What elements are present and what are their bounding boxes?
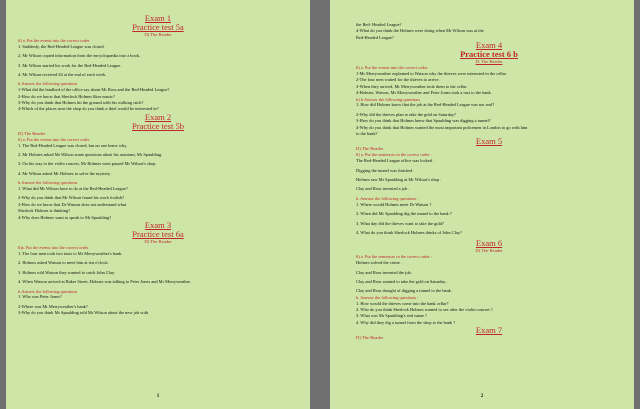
instruction: 6) a. Put the sentences in the correct order : [356,254,433,260]
instruction: 6)a. Put the events into the correct order [18,245,89,251]
question: 3-Why do you think Mr Spaulding told Mr Wilson about the new job with [18,310,149,316]
instruction: 6) a. Put the sentences in the correct order : [356,152,433,158]
page-number: 1 [156,394,160,399]
exam-3-title: Exam 3 [144,220,172,231]
question: 2. Who do you think Sherlock Holmes wanted to see after the violin concert ? [356,306,493,312]
question: 2-Why do you think that Mr Wilson found his work foolish? [18,195,125,201]
question: 4-Which of the places near the shop do you think a thief would be interested in? [18,106,159,112]
question: 2-Why did the thieves plan to take the gold on Saturday? [356,111,456,117]
question: 4-Why do you think that Holmes wanted the most important policemen in London to go with him [356,124,528,130]
page-number: 2 [480,394,484,399]
list-item: 2. Holmes asked Watson to meet him at ten o'clock. [18,260,109,266]
list-item: 1-Mr Merryweather explained to Watson why the thieves were interested in the cellar. [356,71,507,77]
reader-heading: D) The Reader [144,239,172,245]
question: the Red- Headed League? [356,22,402,27]
practice-test-5a-title: Practice test 5a [132,22,184,32]
instruction: b.Answer the following questions [18,180,78,186]
list-item: 2. Mr Wilson copied information from the encyclopaedia into a book. [18,53,141,59]
question: to the bank? [356,131,378,137]
question: 2-How do we know that Sherlock Holmes likes music? [18,93,115,99]
list-item: Clay and Ross invented a job . [356,186,410,192]
instruction: b. Answer the following questions : [356,195,419,201]
question: 2-Where was Mr Merryweather's bank? [18,303,88,309]
question: 4. Why did they dig a tunnel from the shop to the bank ? [356,319,456,325]
list-item: 3. On his way to the violin concert, Mr Holmes went passed Mr Wilson's shop. [18,161,157,167]
question: 3-Why do you think that Holmes hit the ground with his walking stick? [18,100,144,106]
question: 3. What was Mr Spaulding's real name ? [356,313,427,319]
list-item: 1. Suddenly, the Red-Headed League was closed. [18,43,105,49]
list-item: 3-When they arrived, Mr Merryweather took them to the cellar. [356,83,468,89]
list-item: 2-The four men waited for the thieves to arrive. [356,77,440,83]
document-page-2 [330,0,634,409]
question: 1. How would the thieves come into the bank cellar? [356,300,449,306]
instruction: b) b.Answer the following questions [356,96,421,102]
question: 4-What do you think the Holmes were doing when Mr Wilson was at the [356,28,484,34]
question: 1. What did Mr Wilson have to do at the Red-Headed League? [18,186,128,192]
practice-test-6a-title: Practice test 6a [132,229,184,240]
question: 1-What did the landlord of the office say about Mr Ross and the Red-Headed League? [18,87,170,93]
list-item: 1. The four men took two taxis to Mr Merryweather's bank. [18,250,123,256]
exam-1-title: Exam 1 [144,13,172,23]
list-item: 1. The Red-Headed League was closed, but no one knew why. [18,142,128,148]
question: 1. Who was Peter Jones? [18,294,62,300]
practice-test-5b-title: Practice test 5b [132,120,184,131]
exam-7-title: Exam 7 [475,325,503,336]
document-page-1 [6,0,310,409]
question: 2. When did Mr Spaulding dig the tunnel to the bank ? [356,211,452,217]
instruction: b.Answer the following questions [18,81,78,87]
list-item: Holmes solved the crime . [356,260,402,266]
question: 4-Why does Holmes want to speak to Mr Spaulding? [18,214,112,220]
list-item: 3. Holmes told Watson they wanted to catch John Clay. [18,269,115,275]
question: 3-How do you think that Holmes knew that Spaulding was digging a tunnel? [356,118,491,124]
reader-heading: D. The Reader [475,59,503,65]
exam-6-title: Exam 6 [475,238,503,249]
list-item: 4. Mr Wilson received £4 at the end of each week. [18,72,107,78]
list-item: 4. When Watson arrived at Baker Street, Holmes was talking to Peter Jones and Mr Merryweather. [18,279,191,285]
question: 4. What do you think Sherlock Holmes thinks of John Clay? [356,229,462,235]
question: 1. Where would Holmes meet Dr Watson ? [356,201,432,207]
question: Red-Headed League? [356,34,394,40]
reader-heading: D) The Reader [356,146,384,152]
question: 3. What day did the thieves want to take the gold? [356,220,444,226]
exam-4-title: Exam 4 [475,40,503,51]
instruction: b.Answer the following questions [18,288,78,294]
exam-5-title: Exam 5 [475,136,503,147]
list-item: Clay and Ross wanted to take the gold on Saturday . [356,278,448,284]
list-item: Digging the tunnel was finished . [356,167,415,173]
list-item: Clay and Ross invented the job. [356,269,412,275]
question: 3-How do we know that Dr Watson does not understand what [18,201,127,207]
question: 1. How did Holmes know that the job at the Red-Headed League was not real? [356,102,495,108]
list-item: Holmes saw Mr Spaulding at Mr Wilson's shop . [356,177,442,183]
instruction: b. Answer the following questions : [356,294,419,300]
instruction: 6) a. Put the events into the correct order [18,136,90,142]
reader-heading: D) The Reader [356,335,384,341]
instruction: 6) a. Put the events into the correct order [356,65,428,71]
exam-2-title: Exam 2 [144,111,172,122]
list-item: Clay and Ross thought of digging a tunnel to the bank . [356,288,454,294]
reader-heading: D) The Reader [18,130,46,136]
question: Sherlock Holmes is thinking? [18,208,71,214]
list-item: The Red-Headed League office was locked . [356,158,435,164]
list-item: 4-Holmes, Watson, Mr Merryweather and Peter Jones took a taxi to the bank. [356,90,492,96]
instruction: 6) a. Put the events into the correct order [18,38,90,43]
reader-heading: D) The Reader [475,248,503,254]
list-item: 4. Mr Wilson asked Mr Holmes to solve the mystery. [18,170,111,176]
reader-heading: D) The Reader [144,32,172,37]
list-item: 3. Mr Wilson started his work for the Red-Headed League. [18,62,122,68]
practice-test-6b-title: Practice test 6 b [460,49,518,60]
list-item: 2. Mr Holmes asked Mr Wilson some questions about his assistant, Mr Spaulding. [18,152,163,158]
